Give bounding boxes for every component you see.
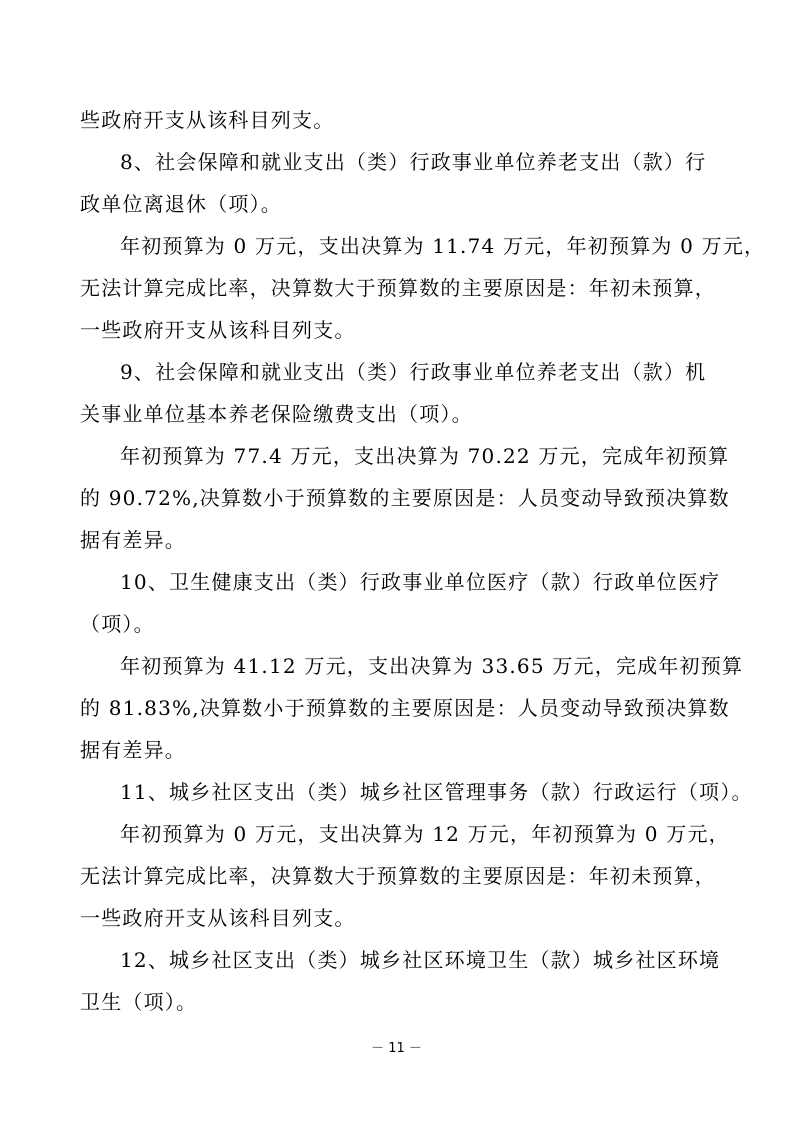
section-heading-9: 9、社会保障和就业支出（类）行政事业单位养老支出（款）机 xyxy=(120,360,707,384)
paragraph-line: 无法计算完成比率，决算数大于预算数的主要原因是：年初未预算， xyxy=(80,276,716,300)
paragraph-line: 一些政府开支从该科目列支。 xyxy=(80,318,356,342)
page-number: － 11 － xyxy=(371,1041,422,1056)
section-heading-8-cont: 政单位离退休（项）。 xyxy=(80,192,282,216)
paragraph-line: 的 90.72%,决算数小于预算数的主要原因是：人员变动导致预决算数 xyxy=(80,486,730,510)
paragraph-line: 的 81.83%,决算数小于预算数的主要原因是：人员变动导致预决算数 xyxy=(80,696,730,720)
paragraph-line: 年初预算为 0 万元，支出决算为 12 万元，年初预算为 0 万元， xyxy=(120,822,730,846)
paragraph-line: 年初预算为 41.12 万元，支出决算为 33.65 万元，完成年初预算 xyxy=(120,654,744,678)
section-heading-10: 10、卫生健康支出（类）行政事业单位医疗（款）行政单位医疗 xyxy=(120,570,721,594)
section-heading-11: 11、城乡社区支出（类）城乡社区管理事务（款）行政运行（项）。 xyxy=(120,780,753,804)
section-heading-8: 8、社会保障和就业支出（类）行政事业单位养老支出（款）行 xyxy=(120,150,707,174)
paragraph-line: 年初预算为 77.4 万元，支出决算为 70.22 万元，完成年初预算 xyxy=(120,444,730,468)
section-heading-10-cont: （项）。 xyxy=(80,612,155,636)
paragraph-line: 据有差异。 xyxy=(80,528,186,552)
paragraph-line: 无法计算完成比率，决算数大于预算数的主要原因是：年初未预算， xyxy=(80,864,716,888)
paragraph-line: 据有差异。 xyxy=(80,738,186,762)
section-heading-12: 12、城乡社区支出（类）城乡社区环境卫生（款）城乡社区环境 xyxy=(120,948,721,972)
paragraph-line: 年初预算为 0 万元，支出决算为 11.74 万元，年初预算为 0 万元， xyxy=(120,234,766,258)
section-heading-9-cont: 关事业单位基本养老保险缴费支出（项）。 xyxy=(80,402,473,426)
paragraph-line: 一些政府开支从该科目列支。 xyxy=(80,906,356,930)
paragraph-line: 些政府开支从该科目列支。 xyxy=(80,108,335,132)
section-heading-12-cont: 卫生（项）。 xyxy=(80,990,198,1014)
